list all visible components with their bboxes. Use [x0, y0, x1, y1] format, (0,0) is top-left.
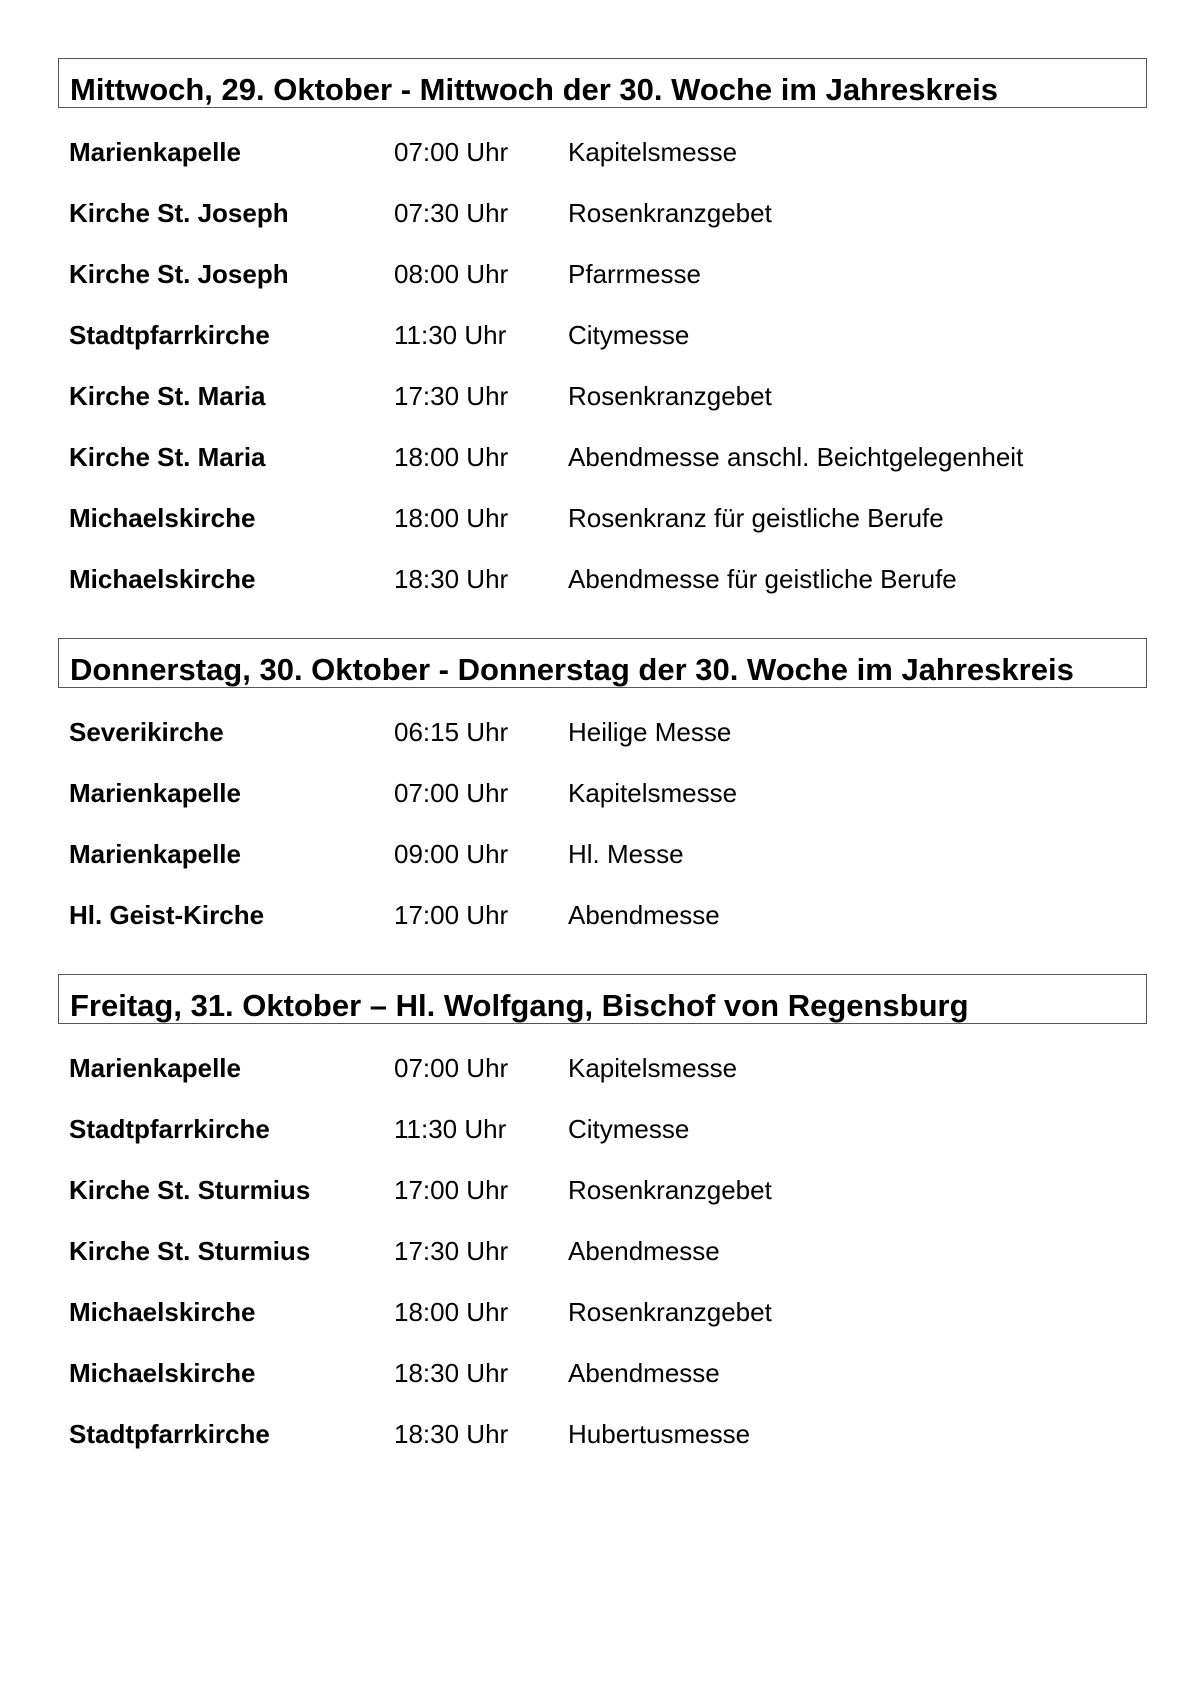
service-time: 17:30 Uhr — [394, 1236, 509, 1266]
service-location: Michaelskirche — [69, 564, 256, 594]
service-event: Rosenkranzgebet — [568, 1297, 772, 1327]
service-event: Pfarrmesse — [568, 259, 701, 289]
service-row — [0, 1353, 1200, 1393]
service-location: Kirche St. Sturmius — [69, 1175, 311, 1205]
service-location: Stadtpfarrkirche — [69, 1114, 270, 1144]
service-time: 07:30 Uhr — [394, 198, 509, 228]
service-location: Marienkapelle — [69, 137, 241, 167]
service-row — [0, 193, 1200, 233]
service-time: 07:00 Uhr — [394, 1053, 509, 1083]
service-event: Abendmesse anschl. Beichtgelegenheit — [568, 442, 1024, 472]
day-header-mittwoch: Mittwoch, 29. Oktober - Mittwoch der 30. Woche im Jahreskreis — [58, 58, 1147, 108]
service-location: Kirche St. Maria — [69, 381, 266, 411]
service-location: Hl. Geist-Kirche — [69, 900, 265, 930]
service-row — [0, 712, 1200, 752]
service-time: 07:00 Uhr — [394, 137, 509, 167]
service-row — [0, 1292, 1200, 1332]
service-time: 07:00 Uhr — [394, 778, 509, 808]
service-event: Abendmesse — [568, 900, 720, 930]
service-time: 17:00 Uhr — [394, 900, 509, 930]
service-row — [0, 437, 1200, 477]
service-event: Hubertusmesse — [568, 1419, 751, 1449]
service-event: Citymesse — [568, 320, 690, 350]
service-time: 11:30 Uhr — [394, 320, 507, 350]
service-event: Hl. Messe — [568, 839, 684, 869]
day-header-freitag: Freitag, 31. Oktober – Hl. Wolfgang, Bischof von Regensburg — [58, 974, 1147, 1024]
service-event: Abendmesse — [568, 1358, 720, 1388]
service-time: 18:30 Uhr — [394, 564, 509, 594]
service-time: 17:30 Uhr — [394, 381, 509, 411]
service-location: Michaelskirche — [69, 1297, 256, 1327]
service-time: 18:00 Uhr — [394, 503, 509, 533]
service-location: Stadtpfarrkirche — [69, 1419, 270, 1449]
service-row — [0, 773, 1200, 813]
service-location: Kirche St. Maria — [69, 442, 266, 472]
service-time: 18:00 Uhr — [394, 1297, 509, 1327]
service-time: 18:00 Uhr — [394, 442, 509, 472]
service-event: Citymesse — [568, 1114, 690, 1144]
service-event: Kapitelsmesse — [568, 1053, 738, 1083]
service-event: Rosenkranzgebet — [568, 198, 772, 228]
service-row — [0, 1109, 1200, 1149]
service-row — [0, 315, 1200, 355]
service-event: Kapitelsmesse — [568, 137, 738, 167]
service-row — [0, 1170, 1200, 1210]
service-event: Rosenkranzgebet — [568, 381, 772, 411]
service-location: Marienkapelle — [69, 778, 241, 808]
service-location: Michaelskirche — [69, 503, 256, 533]
service-location: Severikirche — [69, 717, 224, 747]
service-row — [0, 1414, 1200, 1454]
service-event: Rosenkranz für geistliche Berufe — [568, 503, 944, 533]
service-event: Kapitelsmesse — [568, 778, 738, 808]
service-location: Marienkapelle — [69, 839, 241, 869]
service-time: 06:15 Uhr — [394, 717, 509, 747]
service-row — [0, 559, 1200, 599]
service-row — [0, 895, 1200, 935]
service-time: 08:00 Uhr — [394, 259, 509, 289]
service-event: Abendmesse für geistliche Berufe — [568, 564, 957, 594]
service-time: 11:30 Uhr — [394, 1114, 507, 1144]
service-location: Kirche St. Sturmius — [69, 1236, 311, 1266]
service-location: Michaelskirche — [69, 1358, 256, 1388]
service-row — [0, 498, 1200, 538]
service-time: 18:30 Uhr — [394, 1358, 509, 1388]
service-time: 09:00 Uhr — [394, 839, 509, 869]
service-time: 17:00 Uhr — [394, 1175, 509, 1205]
day-header-donnerstag: Donnerstag, 30. Oktober - Donnerstag der 30. Woche im Jahreskreis — [58, 638, 1147, 688]
service-location: Stadtpfarrkirche — [69, 320, 270, 350]
service-row — [0, 1048, 1200, 1088]
service-event: Abendmesse — [568, 1236, 720, 1266]
service-location: Kirche St. Joseph — [69, 259, 289, 289]
service-event: Heilige Messe — [568, 717, 732, 747]
service-time: 18:30 Uhr — [394, 1419, 509, 1449]
service-row — [0, 834, 1200, 874]
service-row — [0, 376, 1200, 416]
service-row — [0, 254, 1200, 294]
service-row — [0, 1231, 1200, 1271]
service-location: Marienkapelle — [69, 1053, 241, 1083]
service-row — [0, 132, 1200, 172]
service-event: Rosenkranzgebet — [568, 1175, 772, 1205]
service-location: Kirche St. Joseph — [69, 198, 289, 228]
